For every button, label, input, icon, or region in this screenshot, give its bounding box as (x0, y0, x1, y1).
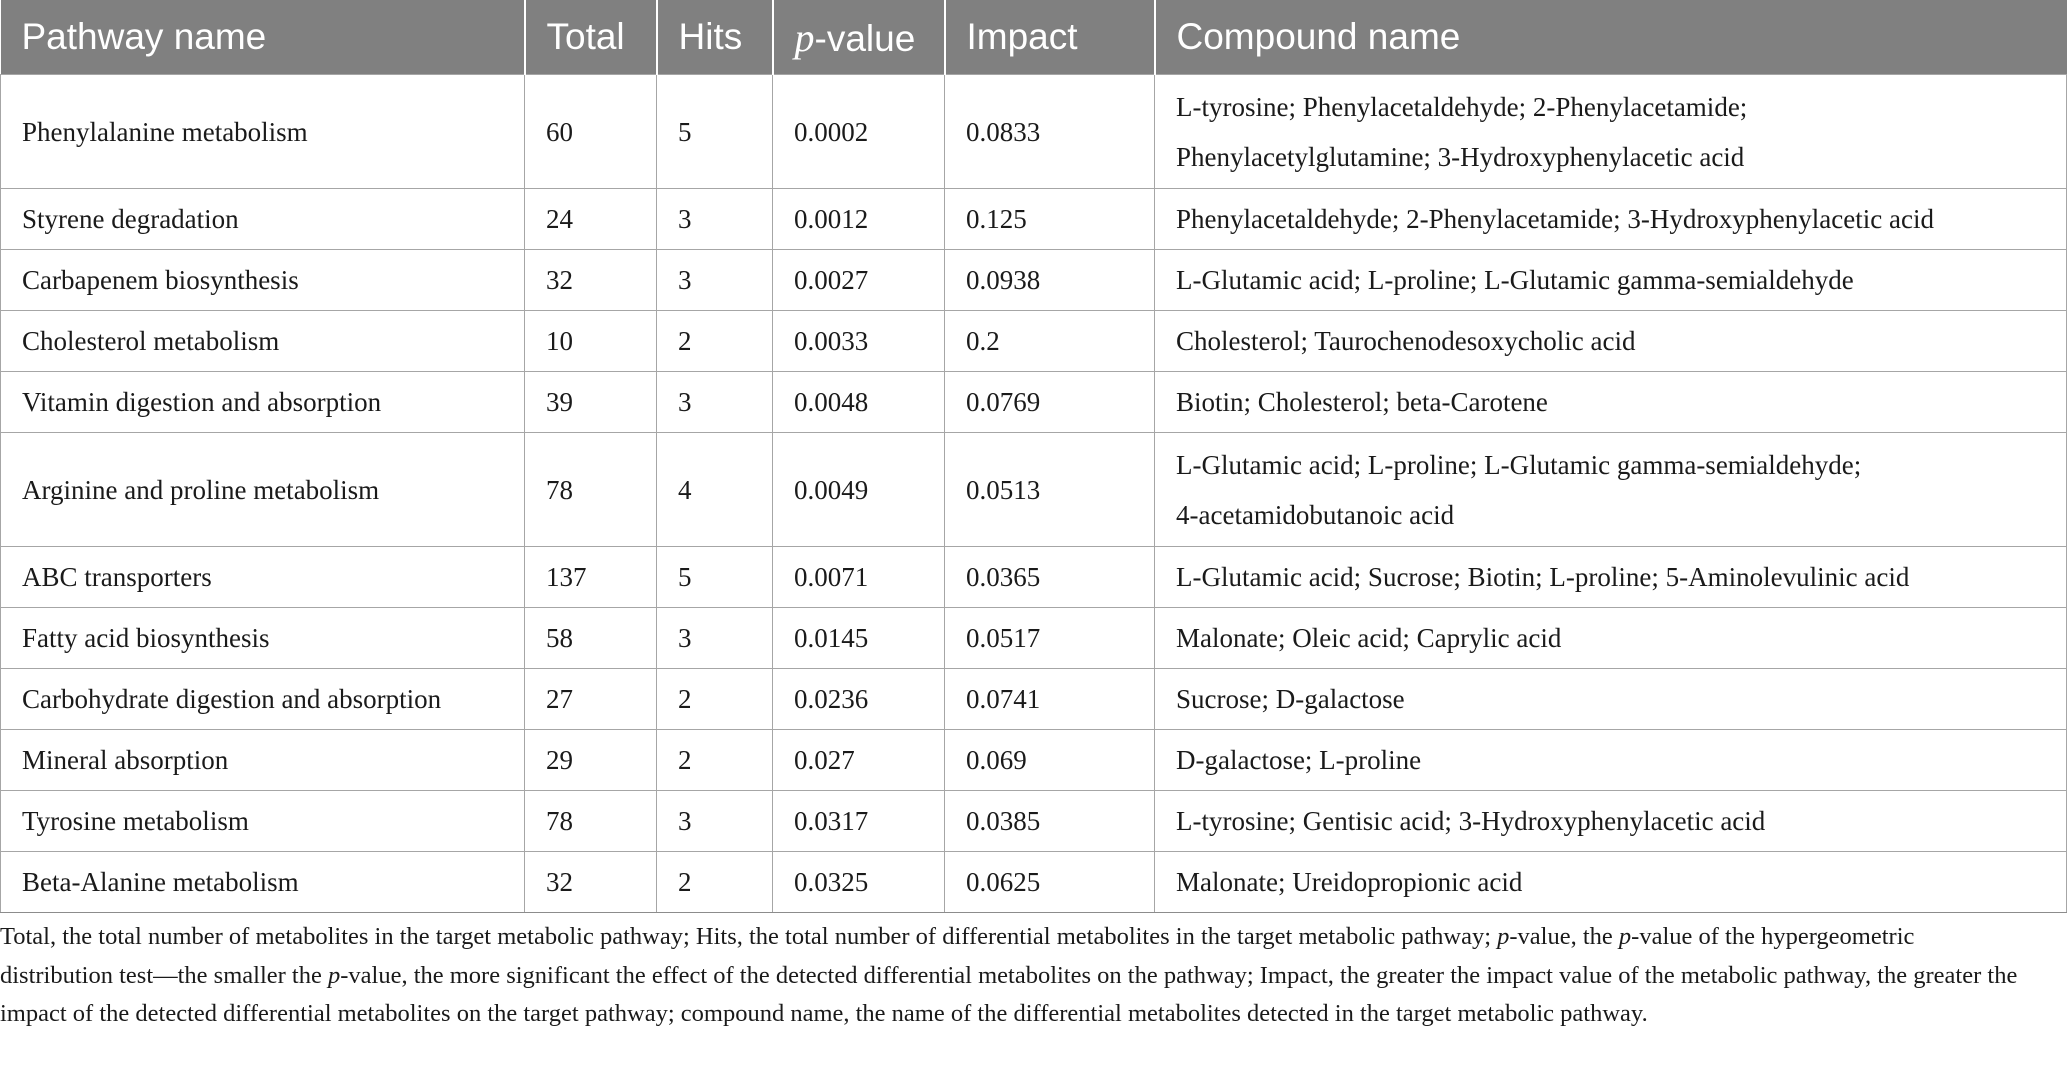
header-total: Total (525, 0, 657, 75)
cell-total: 60 (525, 75, 657, 189)
cell-compound: Cholesterol; Taurochenodesoxycholic acid (1155, 311, 2067, 372)
cell-p-value: 0.0236 (773, 669, 945, 730)
cell-pathway: Styrene degradation (1, 189, 525, 250)
cell-total: 39 (525, 372, 657, 433)
cell-pathway: ABC transporters (1, 547, 525, 608)
cell-hits: 3 (657, 608, 773, 669)
table-row (1, 250, 2067, 311)
table-row (1, 608, 2067, 669)
header-p-suffix: -value (814, 17, 916, 59)
cell-impact: 0.0938 (945, 250, 1155, 311)
header-pathway: Pathway name (1, 0, 525, 75)
cell-pathway: Cholesterol metabolism (1, 311, 525, 372)
cell-p-value: 0.0049 (773, 433, 945, 547)
cell-compound: Biotin; Cholesterol; beta-Carotene (1155, 372, 2067, 433)
cell-impact: 0.069 (945, 730, 1155, 791)
table-row (1, 730, 2067, 791)
cell-p-value: 0.0145 (773, 608, 945, 669)
cell-compound: L-Glutamic acid; Sucrose; Biotin; L-proline; 5-Aminolevulinic acid (1155, 547, 2067, 608)
cell-hits: 2 (657, 669, 773, 730)
cell-impact: 0.0513 (945, 433, 1155, 547)
cell-compound: Malonate; Ureidopropionic acid (1155, 852, 2067, 913)
cell-impact: 0.0517 (945, 608, 1155, 669)
compound-line: 4-acetamidobutanoic acid (1176, 499, 1455, 530)
cell-pathway: Tyrosine metabolism (1, 791, 525, 852)
cell-hits: 2 (657, 311, 773, 372)
table-row (1, 311, 2067, 372)
cell-total: 10 (525, 311, 657, 372)
table-row (1, 852, 2067, 913)
footnote-p-italic: p (1497, 923, 1510, 950)
cell-hits: 4 (657, 433, 773, 547)
cell-p-value: 0.0048 (773, 372, 945, 433)
cell-hits: 2 (657, 852, 773, 913)
cell-compound (1155, 433, 2067, 547)
cell-hits: 3 (657, 791, 773, 852)
footnote-text: -value of the hypergeometric distribution test—the smaller the (0, 923, 1915, 989)
cell-total: 78 (525, 791, 657, 852)
cell-hits: 5 (657, 547, 773, 608)
cell-pathway: Carbohydrate digestion and absorption (1, 669, 525, 730)
cell-compound: D-galactose; L-proline (1155, 730, 2067, 791)
cell-p-value: 0.0325 (773, 852, 945, 913)
cell-p-value: 0.0033 (773, 311, 945, 372)
cell-pathway: Phenylalanine metabolism (1, 75, 525, 189)
cell-compound (1155, 75, 2067, 189)
cell-impact: 0.0365 (945, 547, 1155, 608)
cell-compound: Malonate; Oleic acid; Caprylic acid (1155, 608, 2067, 669)
cell-compound: L-tyrosine; Gentisic acid; 3-Hydroxyphenylacetic acid (1155, 791, 2067, 852)
table-row (1, 372, 2067, 433)
cell-hits: 3 (657, 189, 773, 250)
cell-impact: 0.0741 (945, 669, 1155, 730)
cell-compound: Sucrose; D-galactose (1155, 669, 2067, 730)
cell-total: 24 (525, 189, 657, 250)
table-row (1, 669, 2067, 730)
cell-pathway: Fatty acid biosynthesis (1, 608, 525, 669)
header-hits: Hits (657, 0, 773, 75)
cell-total: 78 (525, 433, 657, 547)
cell-p-value: 0.027 (773, 730, 945, 791)
footnote-text: Total, the total number of metabolites in the target metabolic pathway; Hits, the total number of differential metabolites in the target metabolic pathway; (0, 923, 1498, 950)
header-compound: Compound name (1155, 0, 2067, 75)
cell-total: 137 (525, 547, 657, 608)
table-row (1, 189, 2067, 250)
cell-pathway: Vitamin digestion and absorption (1, 372, 525, 433)
table-row (1, 75, 2067, 189)
compound-line: Phenylacetylglutamine; 3-Hydroxyphenylacetic acid (1176, 141, 1745, 172)
header-p-value (773, 0, 945, 75)
footnote-text: -value, the more significant the effect of the detected differential metabolites on the pathway; Impact, the greater the impact value of the metabolic pathway, the greater the impact of the detected differential metabolites on the target pathway; compound name, the name of the differential metabolites detected in the target metabolic pathway. (0, 961, 2018, 1027)
header-p-italic: p (794, 14, 815, 60)
table-row (1, 547, 2067, 608)
cell-impact: 0.125 (945, 189, 1155, 250)
table-footnote (0, 918, 2030, 1034)
cell-pathway: Mineral absorption (1, 730, 525, 791)
cell-p-value: 0.0027 (773, 250, 945, 311)
cell-p-value: 0.0002 (773, 75, 945, 189)
cell-pathway: Arginine and proline metabolism (1, 433, 525, 547)
cell-p-value: 0.0317 (773, 791, 945, 852)
table-row (1, 791, 2067, 852)
cell-p-value: 0.0071 (773, 547, 945, 608)
cell-impact: 0.0769 (945, 372, 1155, 433)
compound-line: L-tyrosine; Phenylacetaldehyde; 2-Phenylacetamide; (1176, 91, 1748, 122)
cell-compound: Phenylacetaldehyde; 2-Phenylacetamide; 3-Hydroxyphenylacetic acid (1155, 189, 2067, 250)
cell-hits: 5 (657, 75, 773, 189)
cell-impact: 0.0385 (945, 791, 1155, 852)
cell-total: 27 (525, 669, 657, 730)
cell-compound: L-Glutamic acid; L-proline; L-Glutamic gamma-semialdehyde (1155, 250, 2067, 311)
cell-hits: 3 (657, 250, 773, 311)
cell-hits: 3 (657, 372, 773, 433)
cell-impact: 0.0833 (945, 75, 1155, 189)
cell-pathway: Carbapenem biosynthesis (1, 250, 525, 311)
cell-impact: 0.2 (945, 311, 1155, 372)
table-row (1, 433, 2067, 547)
header-row (1, 0, 2067, 75)
cell-total: 32 (525, 250, 657, 311)
cell-hits: 2 (657, 730, 773, 791)
cell-total: 58 (525, 608, 657, 669)
cell-impact: 0.0625 (945, 852, 1155, 913)
cell-total: 32 (525, 852, 657, 913)
header-impact: Impact (945, 0, 1155, 75)
footnote-p-italic: p (1618, 923, 1632, 950)
cell-p-value: 0.0012 (773, 189, 945, 250)
footnote-text: -value, the (1509, 923, 1619, 950)
cell-total: 29 (525, 730, 657, 791)
cell-pathway: Beta-Alanine metabolism (1, 852, 525, 913)
compound-line: L-Glutamic acid; L-proline; L-Glutamic gamma-semialdehyde; (1176, 449, 1862, 480)
footnote-p-italic: p (327, 961, 341, 989)
